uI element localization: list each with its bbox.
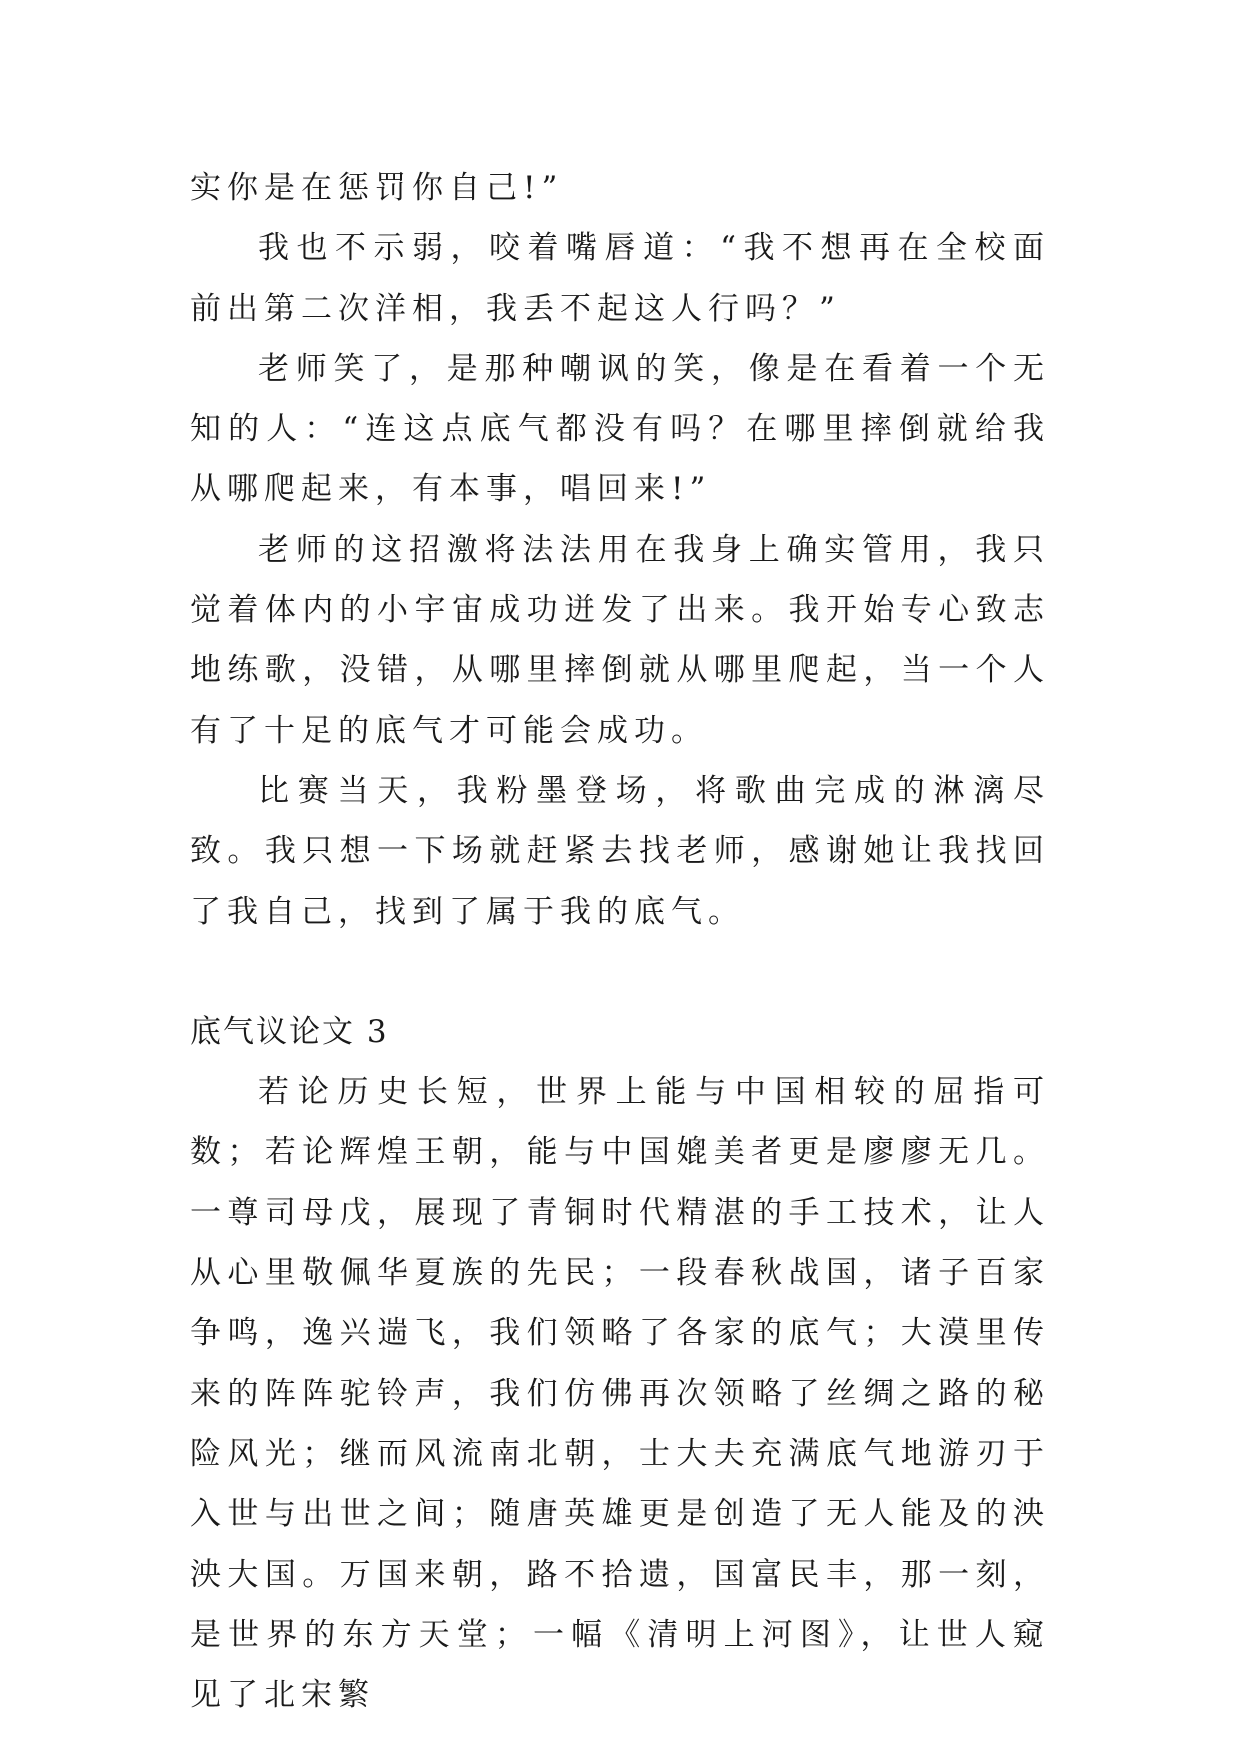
section-heading: 底气议论文 3 [190,1013,389,1050]
paragraph: 老师的这招激将法法用在我身上确实管用，我只觉着体内的小宇宙成功迸发了出来。我开始专心致志地练歌，没错，从哪里摔倒就从哪里爬起，当一个人有了十足的底气才可能会成功。 [190,531,1050,749]
paragraph: 老师笑了，是那种嘲讽的笑，像是在看着一个无知的人：“连这点底气都没有吗？在哪里摔倒就给我从哪爬起来，有本事，唱回来!” [190,350,1050,508]
continuation-text: 实你是在惩罚你自己!” [190,170,564,206]
paragraph: 若论历史长短，世界上能与中国相较的屈指可数；若论辉煌王朝，能与中国媲美者更是廖廖无几。一尊司母戊，展现了青铜时代精湛的手工技术，让人从心里敬佩华夏族的先民；一段春秋战国，诸子百家争鸣，逸兴遄飞，我们领略了各家的底气；大漠里传来的阵阵驼铃声，我们仿佛再次领略了丝绸之路的秘险风光；继而风流南北朝，士大夫充满底气地游刃于入世与出世之间；随唐英雄更是创造了无人能及的泱泱大国。万国来朝，路不拾遗，国富民丰，那一刻，是世界的东方天堂；一幅《清明上河图》，让世人窥见了北宋繁 [190,1074,1050,1714]
document-body [190,158,1050,1725]
paragraph: 我也不示弱，咬着嘴唇道：“我不想再在全校面前出第二次洋相，我丢不起这人行吗？” [190,230,1050,327]
section-gap [190,942,1050,1002]
paragraph: 比赛当天，我粉墨登场，将歌曲完成的淋漓尽致。我只想一下场就赶紧去找老师，感谢她让我找回了我自己，找到了属于我的底气。 [190,772,1050,930]
